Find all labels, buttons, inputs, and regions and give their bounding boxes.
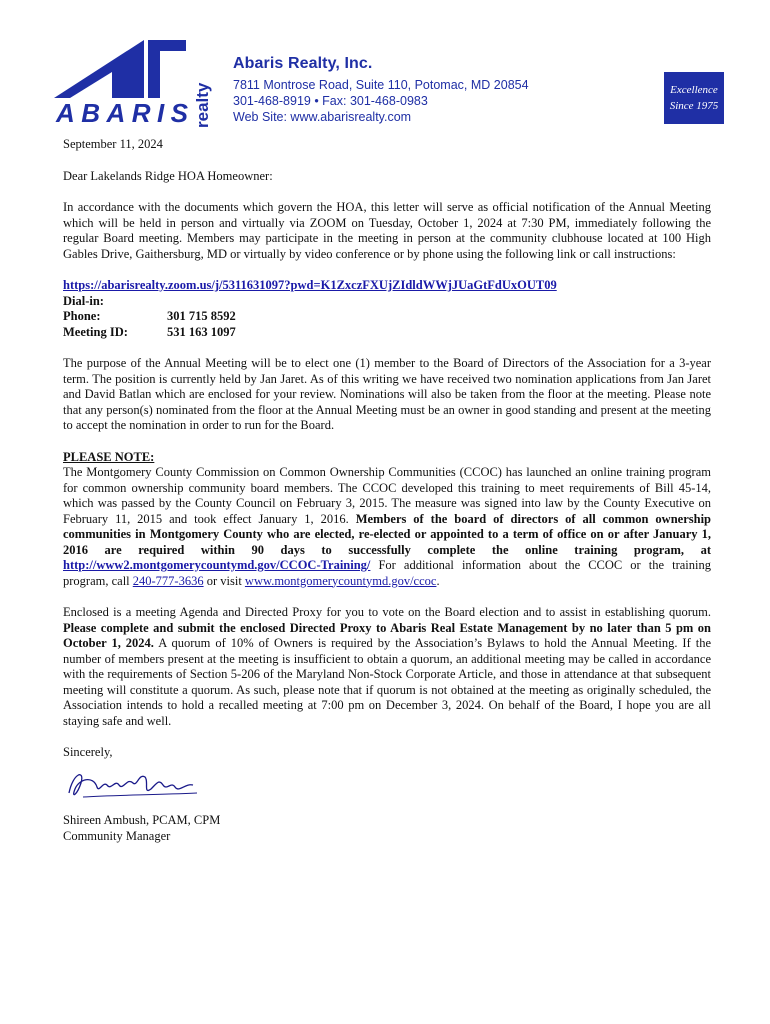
badge-line-1: Excellence [670,84,718,96]
election-purpose-paragraph: The purpose of the Annual Meeting will be to elect one (1) member to the Board of Directors of the Association for a 3-year term. The position is currently held by Jan Jaret. As of this writing we have received two nomination applications from Jan Jaret and David Batlan which are enclosed for your review. Nominations will also be taken from the floor at the meeting. Please note that any person(s) nominated from the floor at the Annual Meeting must be an owner in good standing and present at the meeting to accept the nomination in order to run for the Board. [63,356,711,432]
proxy-text-b: A quorum of 10% of Owners is required by the Association’s Bylaws to hold the Annual Meeting. If the number of members present at the meeting is insufficient to obtain a quorum, an additional meeting may be called in accordance with the requirements of Section 5-206 of the Maryland Non-Stock Corporate Article, and those in attendance at that subsequent meeting will constitute a quorum. As such, please note that if quorum is not obtained at the meeting as originally scheduled, the Association intends to hold a recalled meeting at 7:00 pm on December 3, 2024. On behalf of the Board, I hope you are all staying safe and well. [63,636,711,728]
proxy-quorum-paragraph [63,605,711,729]
salutation: Dear Lakelands Ridge HOA Homeowner: [63,168,273,183]
phone-label: Phone: [63,309,101,323]
please-note-section [63,450,711,590]
please-note-heading: PLEASE NOTE: [63,449,155,464]
note-end: . [436,573,440,588]
phone-value: 301 715 8592 [167,309,236,323]
note-text-3: or visit [203,573,245,588]
logo-side-text: realty [193,82,212,128]
note-bold-text: Members of the board of directors of all common ownership communities in Montgomery County who are elected, re-elected or appointed to a term of office on or after January 1, 2016 are required within 90 days to successfully complete the online training program, at [63,511,711,557]
dial-in-label: Dial-in: [63,293,104,308]
company-info [233,55,529,125]
note-text-1: The Montgomery County Commission on Common Ownership Communities (CCOC) has launched an online training program for common ownership community board members. The CCOC developed this training to meet requirements of Bill 45-14, which was passed by the County Council on February 3, 2015. The measure was signed into law by the County Executive on February 11, 2015 and took effect January 1, 2016. [63,465,711,526]
abaris-logo [52,36,214,132]
logo-wordmark: ABARIS [56,98,188,128]
meeting-notice-paragraph: In accordance with the documents which govern the HOA, this letter will serve as official notification of the Annual Meeting which will be held in person and virtually via ZOOM on Tuesday, October 1, 2024 at 7:30 PM, immediately following the regular Board meeting. Members may participate in the meeting in person at the community clubhouse located at 100 High Gables Drive, Gaithersburg, MD or virtually by video conference or by phone using the following link or call instructions: [63,200,711,261]
meeting-id-row [63,325,711,341]
meeting-id-value: 531 163 1097 [167,324,236,339]
meeting-id-label: Meeting ID: [63,324,128,339]
note-text-2: For additional information about the CCOC or the training program, call [63,558,711,588]
ccoc-training-link[interactable]: http://www2.montgomerycountymd.gov/CCOC-Training/ [63,558,371,572]
proxy-text-a: Enclosed is a meeting Agenda and Directed Proxy for you to vote on the Board election and to assist in establishing quorum. [63,605,711,619]
ccoc-site-link[interactable]: www.montgomerycountymd.gov/ccoc [244,573,437,588]
dial-in-block [63,278,711,340]
excellence-badge [664,72,724,124]
signer-name: Shireen Ambush, PCAM, CPM [63,813,221,827]
company-phone-fax: 301-468-8919 • Fax: 301-468-0983 [233,94,428,108]
company-address: 7811 Montrose Road, Suite 110, Potomac, MD 20854 [233,78,529,92]
proxy-deadline-text: Please complete and submit the enclosed Directed Proxy to Abaris Real Estate Management by no later than 5 pm on October 1, 2024. [63,620,711,650]
letter-body [63,137,711,844]
handwritten-signature [63,765,203,803]
phone-row [63,309,711,325]
ccoc-phone-link[interactable]: 240-777-3636 [132,573,204,588]
company-name: Abaris Realty, Inc. [233,55,373,72]
letter-date: September 11, 2024 [63,137,163,151]
badge-line-2: Since 1975 [669,100,719,112]
company-website: Web Site: www.abarisrealty.com [233,110,412,124]
zoom-link[interactable]: https://abarisrealty.zoom.us/j/5311631097?pwd=K1ZxczFXUjZIdldWWjJUaGtFdUxOUT09 [63,278,557,292]
signer-title: Community Manager [63,828,171,843]
closing: Sincerely, [63,745,113,759]
